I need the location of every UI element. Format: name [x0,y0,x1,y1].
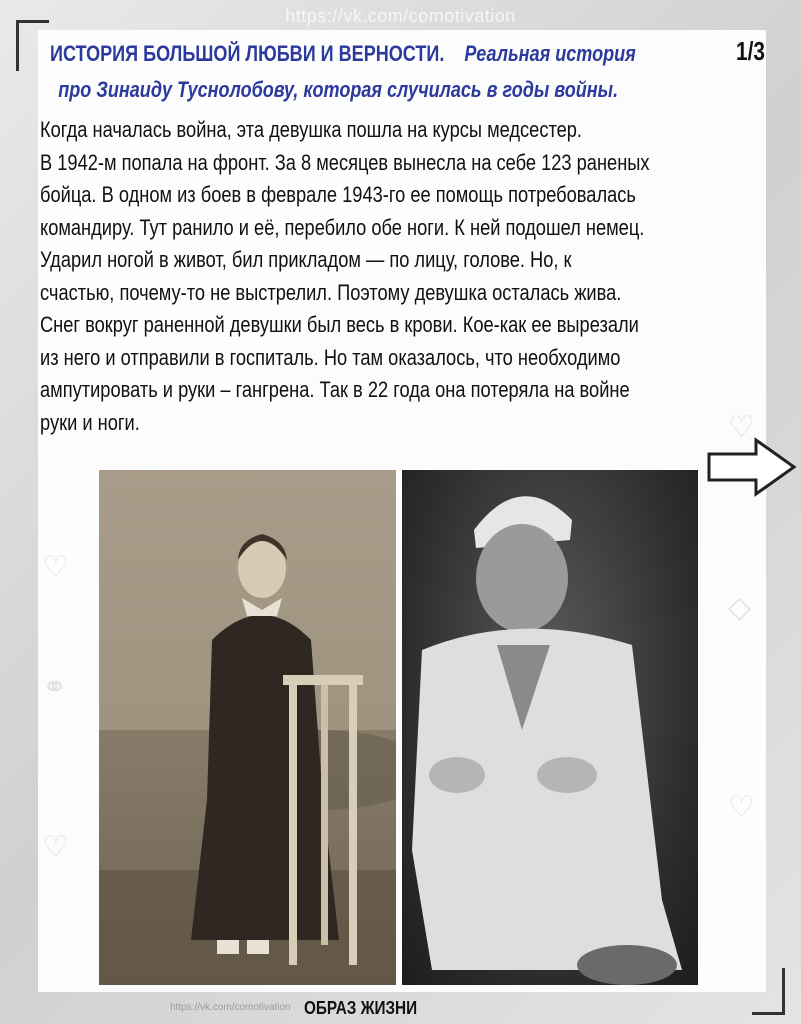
story-line: счастью, почему-то не выстрелил. Поэтому девушка осталась жива. [40,279,622,305]
page-header [50,36,636,108]
arrow-right-icon[interactable] [706,436,798,498]
story-line: ампутировать и руки – гангрена. Так в 22 года она потеряла на войне [40,377,630,402]
heart-icon: ♡ [728,790,755,825]
heart-icon: ♡ [42,550,69,585]
story-text [40,114,754,439]
watermark-bottom: https://vk.com/comotivation [170,1002,291,1013]
story-line: Когда началась война, эта девушка пошла на курсы медсестер. [40,117,583,142]
header-subtitle-part1: Реальная история [464,41,636,66]
heart-icon: ♡ [728,410,755,445]
page-counter: 1/3 [736,36,765,66]
watermark-top: https://vk.com/comotivation [285,6,516,26]
diamond-icon: ◇ [728,590,752,625]
story-line: Ударил ногой в живот, бил прикладом — по лицу, голове. Но, к [40,247,572,272]
header-title: ИСТОРИЯ БОЛЬШОЙ ЛЮБВИ И ВЕРНОСТИ. [50,41,445,66]
rings-icon: ⚭ [42,670,68,705]
story-line: руки и ноги. [40,409,140,435]
story-line: командиру. Тут ранило и её, перебило обе ноги. К ней подошел немец. [40,214,645,240]
header-subtitle-part2: про Зинаиду Туснолобову, которая случилась в годы войны. [58,77,619,102]
heart-icon: ♡ [42,830,69,865]
footer-label: ОБРАЗ ЖИЗНИ [304,998,418,1018]
photo-young-woman [99,470,396,985]
story-line: В 1942-м попала на фронт. За 8 месяцев вынесла на себе 123 раненых [40,149,650,175]
story-line: Снег вокруг раненной девушки был весь в крови. Кое-как ее вырезали [40,312,639,337]
story-line: бойца. В одном из боев в феврале 1943-го ее помощь потребовалась [40,182,636,207]
story-line: из него и отправили в госпиталь. Но там оказалось, что необходимо [40,344,621,370]
photo-wounded-woman [402,470,698,985]
